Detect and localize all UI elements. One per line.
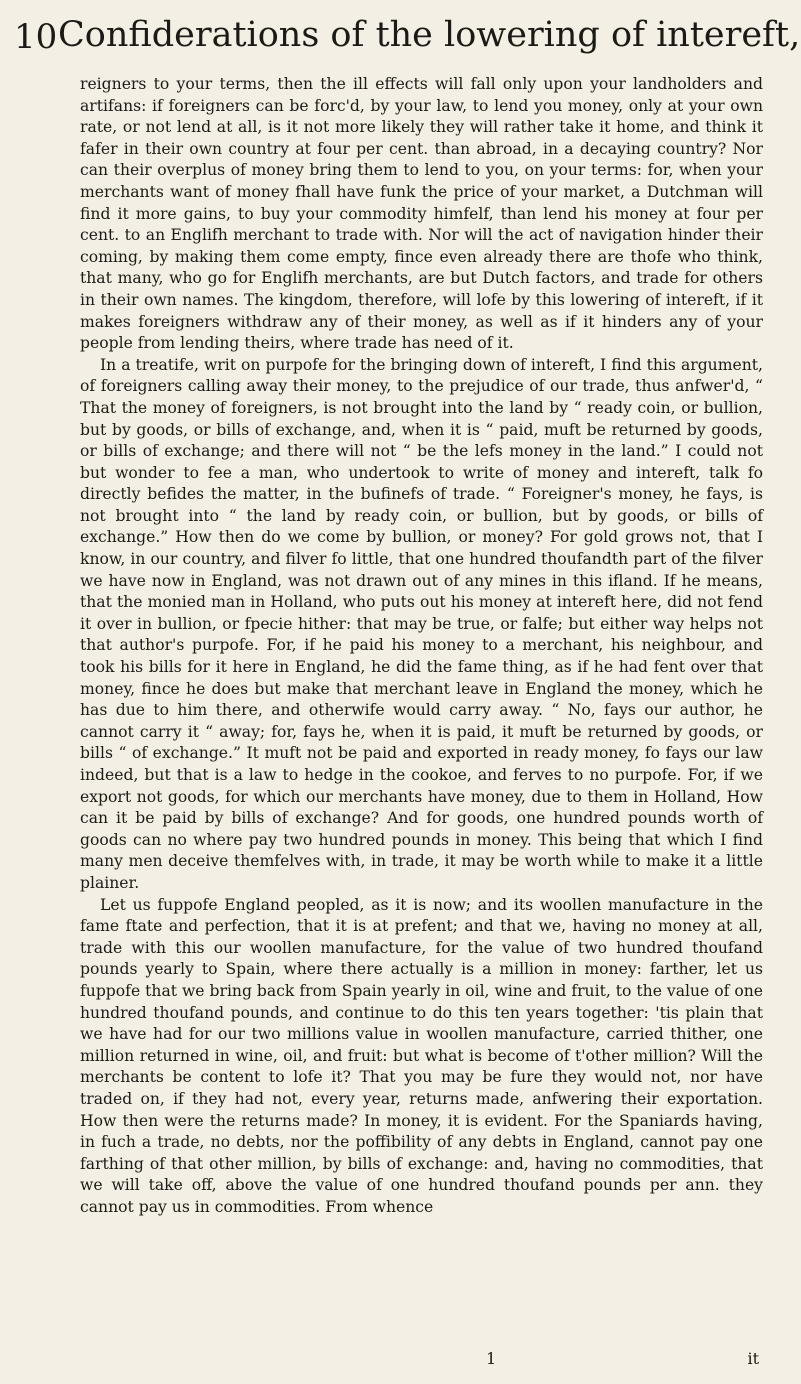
paragraph-2: In a treatife, writ on purpofe for the bringing down of intereft, I find this argument, of foreigners calling away their money, to the prejudice of our trade, thus anfwer'd, “ That the money of foreigners, is not brought into the land by “ ready coin, or bullion, but by goods, or bills of exchange, and, when it is “ paid, muft be returned by goods, or bills of exchange; and there will not “ be the lefs money in the land.” I could not but wonder to fee a man, who undertook to write of money and intereft, talk fo directly befides the matter, in the bufinefs of trade. “ Foreigner's money, he fays, is not brought into “ the land by ready coin, or bullion, but by goods, or bills of exchange.” How then do we come by bullion, or money? For gold grows not, that I know, in our country, and filver fo little, that one hundred thoufandth part of the filver we have now in England, was not drawn out of any mines in this ifland. If he means, that the monied man in Holland, who puts out his money at intereft here, did not fend it over in bullion, or fpecie hither: that may be true, or falfe; but either way helps not that author's purpofe. For, if he paid his money to a merchant, his neighbour, and took his bills for it here in England, he did the fame thing, as if he had fent over that money, fince he does but make that merchant leave in England the money, which he has due to him there, and otherwife would carry away. “ No, fays our author, he cannot carry it “ away; for, fays he, when it is paid, it muft be returned by goods, or bills “ of exchange.” It muft not be paid and exported in ready money, fo fays our law indeed, but that is a law to hedge in the cookoe, and ferves to no purpofe. For, if we export not goods, for which our merchants have money, due to them in Holland, How can it be paid by bills of exchange? And for goods, one hundred pounds worth of goods can no where pay two hundred pounds in money. This being that which I find many men deceive themfelves with, in trade, it may be worth while to make it a little plainer.: [80, 355, 763, 892]
page-number: 10: [14, 17, 58, 57]
paragraph-1: reigners to your terms, then the ill effects will fall only upon your landholders and artifans: if foreigners can be forc'd, by your law, to lend you money, only at your own rate, or not lend at all, is it not more likely they will rather take it home, and think it fafer in their own country at four per cent. than abroad, in a decaying country? Nor can their overplus of money bring them to lend to you, on your terms: for, when your merchants want of money fhall have funk the price of your market, a Dutchman will find it more gains, to buy your commodity himfelf, than lend his money at four per cent. to an Englifh merchant to trade with. Nor will the act of navigation hinder their coming, by making them come empty, fince even already there are thofe who think, that many, who go for Englifh merchants, are but Dutch factors, and trade for others in their own names. The kingdom, therefore, will lofe by this lowering of intereft, if it makes foreigners withdraw any of their money, as well as if it hinders any of your people from lending theirs, where trade has need of it.: [80, 75, 763, 353]
signature-mark: 1: [486, 1349, 497, 1368]
catchword: it: [747, 1349, 759, 1368]
page-header: [14, 12, 801, 66]
body-text: [80, 74, 763, 1218]
page-footer: [80, 1347, 763, 1371]
running-title: Confiderations of the lowering of intereft,: [58, 15, 801, 55]
paragraph-3: Let us fuppofe England peopled, as it is now; and its woollen manufacture in the fame ftate and perfection, that it is at prefent; and that we, having no money at all, trade with this our woollen manufacture, for the value of two hundred thoufand pounds yearly to Spain, where there actually is a million in money: farther, let us fuppofe that we bring back from Spain yearly in oil, wine and fruit, to the value of one hundred thoufand pounds, and continue to do this ten years together: 'tis plain that we have had for our two millions value in woollen manufacture, carried thither, one million returned in wine, oil, and fruit: but what is become of t'other million? Will the merchants be content to lofe it? That you may be fure they would not, nor have traded on, if they had not, every year, returns made, anfwering their exportation. How then were the returns made? In money, it is evident. For the Spaniards having, in fuch a trade, no debts, nor the poffibility of any debts in England, cannot pay one farthing of that other million, by bills of exchange: and, having no commodities, that we will take off, above the value of one hundred thoufand pounds per ann. they cannot pay us in commodities. From whence: [80, 895, 763, 1216]
